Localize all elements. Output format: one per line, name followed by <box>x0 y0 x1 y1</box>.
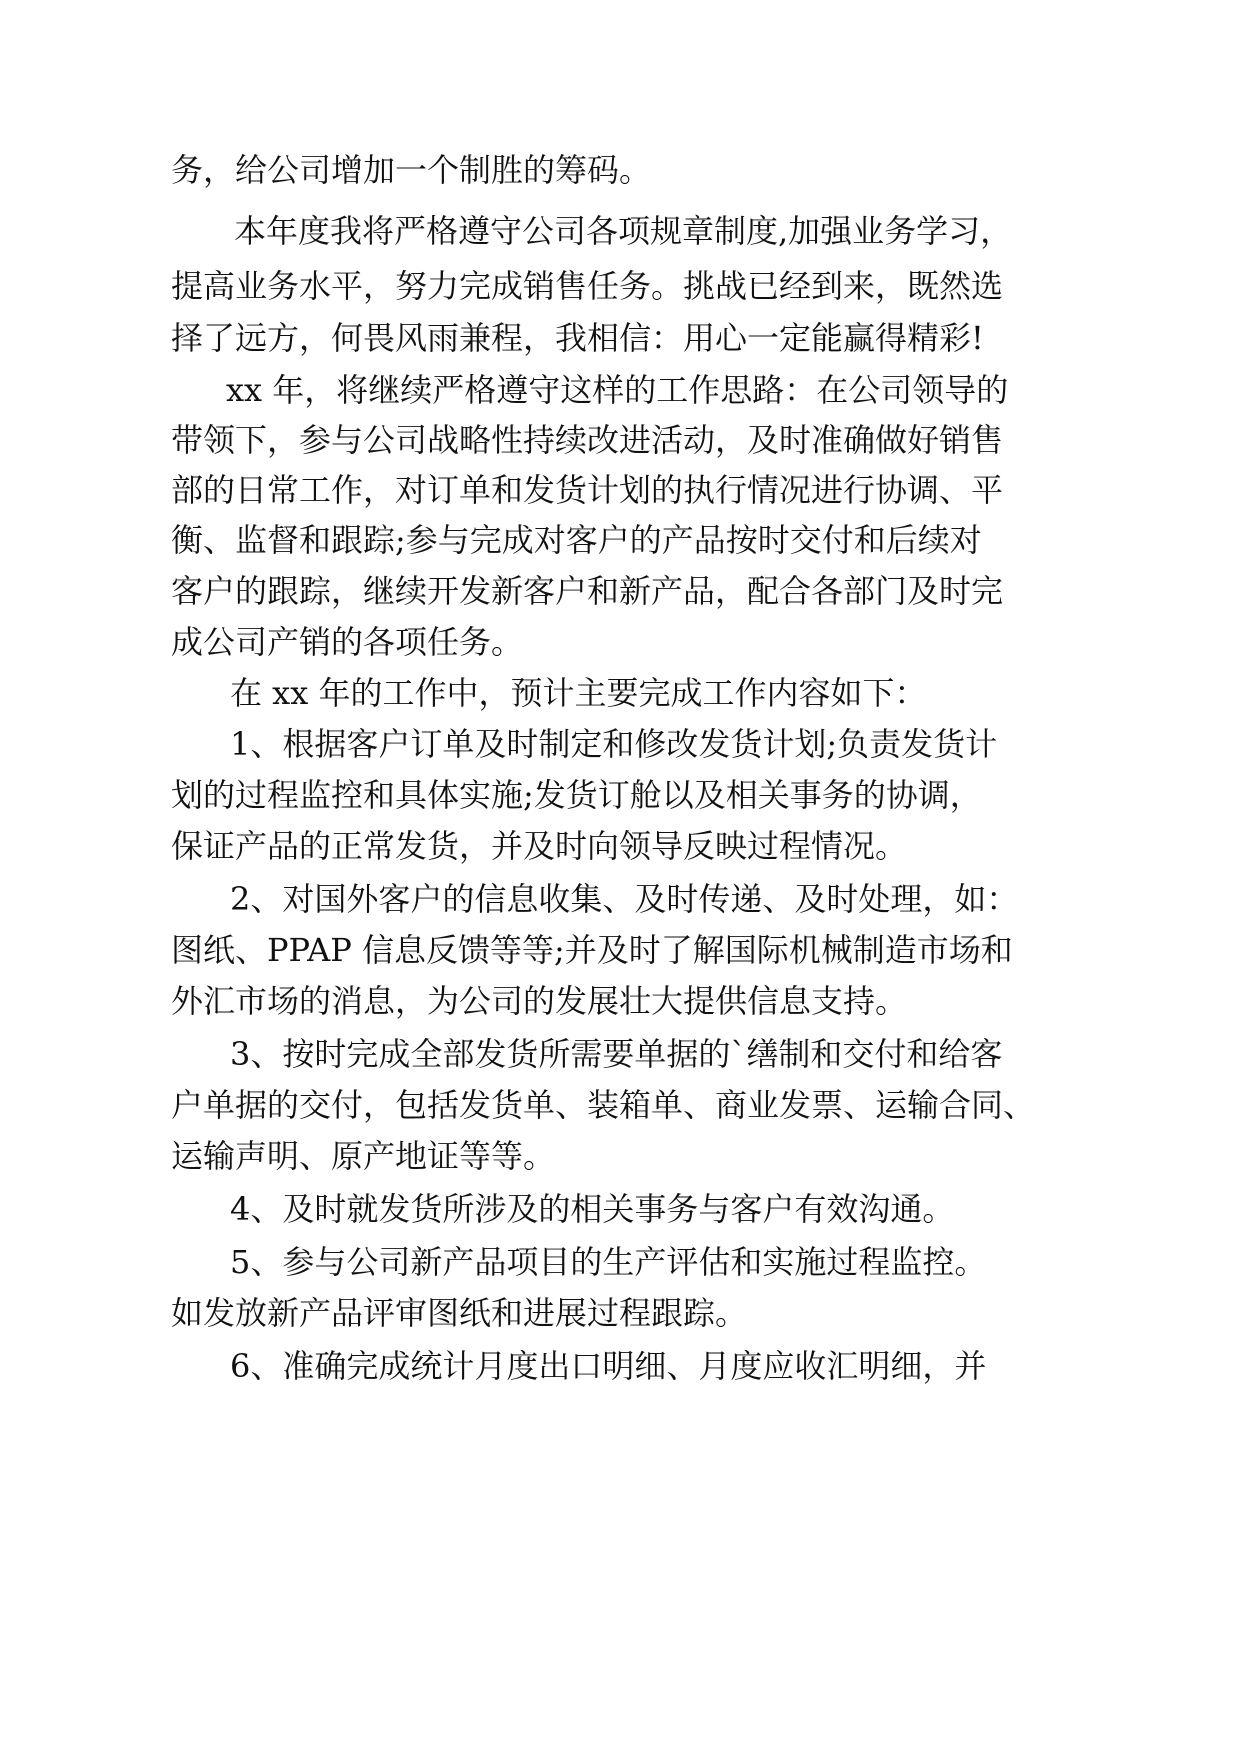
text-line: 2、对国外客户的信息收集、及时传递、及时处理，如： <box>230 880 1019 918</box>
text-line: 4、及时就发货所涉及的相关事务与客户有效沟通。 <box>230 1190 955 1228</box>
text-line: 在 xx 年的工作中，预计主要完成工作内容如下： <box>230 674 927 712</box>
text-line: 衡、监督和跟踪;参与完成对客户的产品按时交付和后续对 <box>171 521 982 559</box>
text-line: 6、准确完成统计月度出口明细、月度应收汇明细，并 <box>230 1347 987 1385</box>
text-line: 1、根据客户订单及时制定和修改发货计划;负责发货计 <box>230 725 998 763</box>
text-line: xx 年，将继续严格遵守这样的工作思路：在公司领导的 <box>226 371 1009 409</box>
text-line: 3、按时完成全部发货所需要单据的`缮制和交付和给客 <box>230 1035 1003 1073</box>
text-line: 保证产品的正常发货，并及时向领导反映过程情况。 <box>171 827 908 865</box>
text-line: 提高业务水平，努力完成销售任务。挑战已经到来，既然选 <box>171 267 1004 305</box>
text-line: 带领下，参与公司战略性持续改进活动，及时准确做好销售 <box>171 421 1004 459</box>
text-line: 如发放新产品评审图纸和进展过程跟踪。 <box>171 1294 748 1332</box>
text-line: 本年度我将严格遵守公司各项规章制度,加强业务学习， <box>234 212 1013 250</box>
text-line: 成公司产销的各项任务。 <box>171 623 524 661</box>
text-line: 客户的跟踪，继续开发新客户和新产品，配合各部门及时完 <box>171 572 1004 610</box>
text-line: 图纸、PPAP 信息反馈等等;并及时了解国际机械制造市场和 <box>171 931 1013 969</box>
text-line: 部的日常工作，对订单和发货计划的执行情况进行协调、平 <box>171 471 1004 509</box>
text-line: 5、参与公司新产品项目的生产评估和实施过程监控。 <box>230 1243 987 1281</box>
text-line: 外汇市场的消息，为公司的发展壮大提供信息支持。 <box>171 982 908 1020</box>
text-line: 划的过程监控和具体实施;发货订舱以及相关事务的协调， <box>171 776 982 814</box>
text-line: 运输声明、原产地证等等。 <box>171 1137 556 1175</box>
text-line: 户单据的交付，包括发货单、装箱单、商业发票、运输合同、 <box>171 1086 1036 1124</box>
text-line: 择了远方，何畏风雨兼程，我相信：用心一定能赢得精彩! <box>171 319 984 357</box>
text-line: 务，给公司增加一个制胜的筹码。 <box>171 151 652 189</box>
